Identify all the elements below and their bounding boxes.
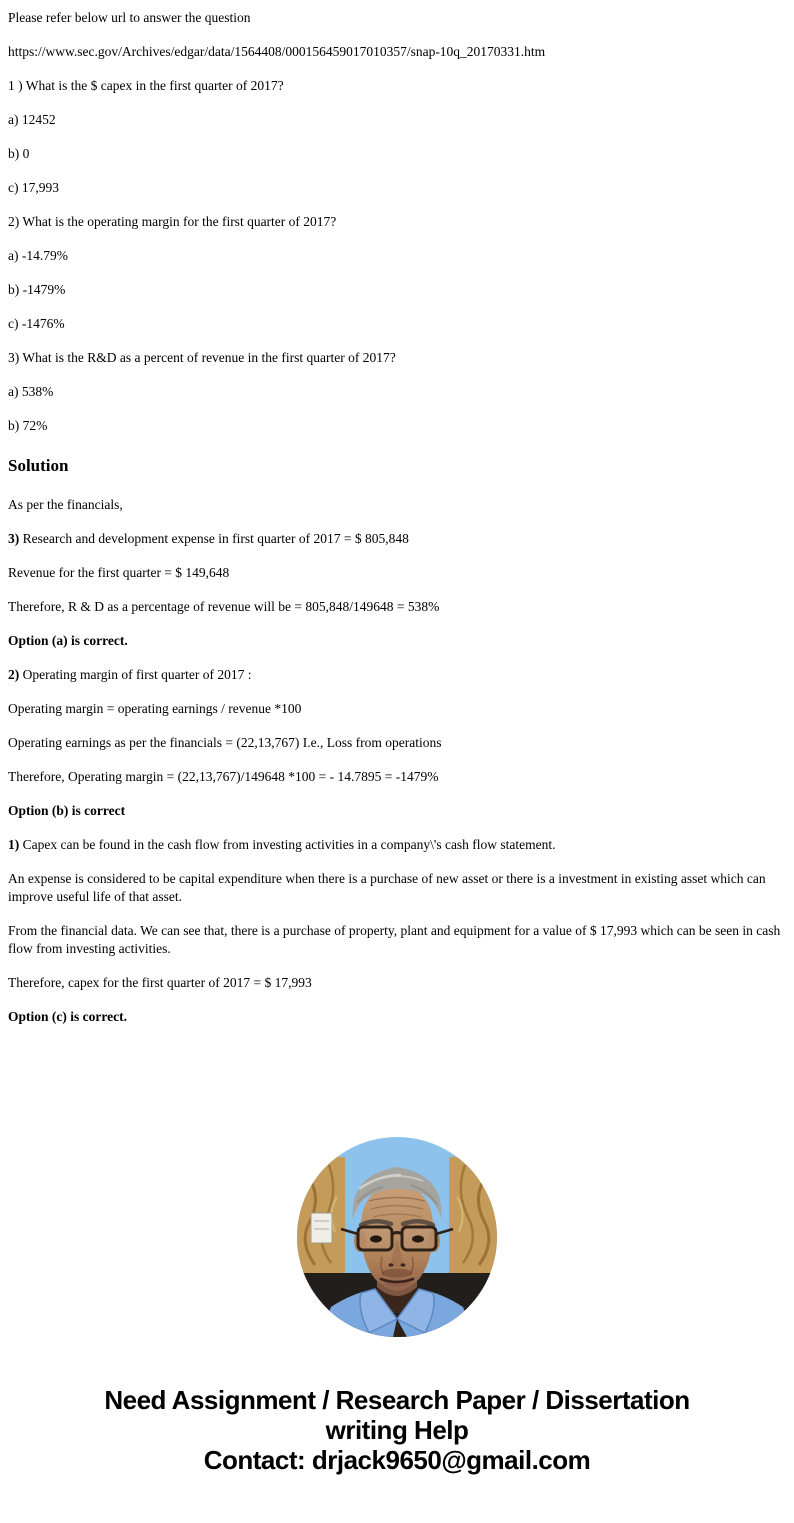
footer-banner <box>0 1385 794 1475</box>
question-2-option-b: b) -1479% <box>8 282 66 297</box>
solution-margin-formula: Operating margin = operating earnings / revenue *100 <box>8 701 302 716</box>
solution-capex-verdict: Option (c) is correct. <box>8 1009 127 1024</box>
question-2-option-c: c) -1476% <box>8 316 65 331</box>
solution-capex-data: From the financial data. We can see that, there is a purchase of property, plant and equipment for a value of $ 17,993 which can be seen in cash flow from investing activities. <box>8 923 781 956</box>
solution-rd-calc: Therefore, R & D as a percentage of revenue will be = 805,848/149648 = 538% <box>8 599 440 614</box>
question-1-option-b: b) 0 <box>8 146 30 161</box>
solution-heading: Solution <box>8 456 69 475</box>
solution-capex-result: Therefore, capex for the first quarter of 2017 = $ 17,993 <box>8 975 312 990</box>
question-2-prompt: 2) What is the operating margin for the first quarter of 2017? <box>8 214 337 229</box>
question-3-prompt: 3) What is the R&D as a percent of revenue in the first quarter of 2017? <box>8 350 396 365</box>
question-1-prompt: 1 ) What is the $ capex in the first quarter of 2017? <box>8 78 284 93</box>
solution-rd-revenue: Revenue for the first quarter = $ 149,648 <box>8 565 230 580</box>
solution-margin-verdict: Option (b) is correct <box>8 803 126 818</box>
footer-line-1: Need Assignment / Research Paper / Dissertation <box>104 1385 690 1415</box>
tutor-photo <box>297 1137 497 1337</box>
solution-rd-verdict: Option (a) is correct. <box>8 633 128 648</box>
solution-margin-label: 2) <box>8 667 20 682</box>
solution-rd-label: 3) <box>8 531 20 546</box>
source-url: https://www.sec.gov/Archives/edgar/data/1564408/000156459017010357/snap-10q_20170331.htm <box>8 44 546 59</box>
footer-line-2: writing Help <box>325 1415 469 1445</box>
solution-margin-calc: Therefore, Operating margin = (22,13,767)/149648 *100 = - 14.7895 = -1479% <box>8 769 439 784</box>
question-3-option-a: a) 538% <box>8 384 54 399</box>
tutor-photo-graphic <box>297 1137 497 1337</box>
question-3-option-b: b) 72% <box>8 418 48 433</box>
question-2-option-a: a) -14.79% <box>8 248 68 263</box>
question-1-option-a: a) 12452 <box>8 112 56 127</box>
solution-margin-earnings: Operating earnings as per the financials = (22,13,767) I.e., Loss from operations <box>8 735 442 750</box>
solution-margin-statement: 2) Operating margin of first quarter of 2017 : <box>8 667 252 682</box>
question-1-option-c: c) 17,993 <box>8 180 59 195</box>
solution-capex-label: 1) <box>8 837 20 852</box>
footer-contact-line: Contact: drjack9650@gmail.com <box>203 1445 591 1475</box>
solution-capex-definition: An expense is considered to be capital expenditure when there is a purchase of new asset or there is a investment in existing asset which can improve useful life of that asset. <box>8 871 766 904</box>
solution-capex-statement: 1) Capex can be found in the cash flow from investing activities in a company\'s cash flow statement. <box>8 837 556 852</box>
solution-lead: As per the financials, <box>8 497 123 512</box>
solution-rd-statement: 3) Research and development expense in first quarter of 2017 = $ 805,848 <box>8 531 409 546</box>
instruction-text: Please refer below url to answer the question <box>8 10 251 25</box>
